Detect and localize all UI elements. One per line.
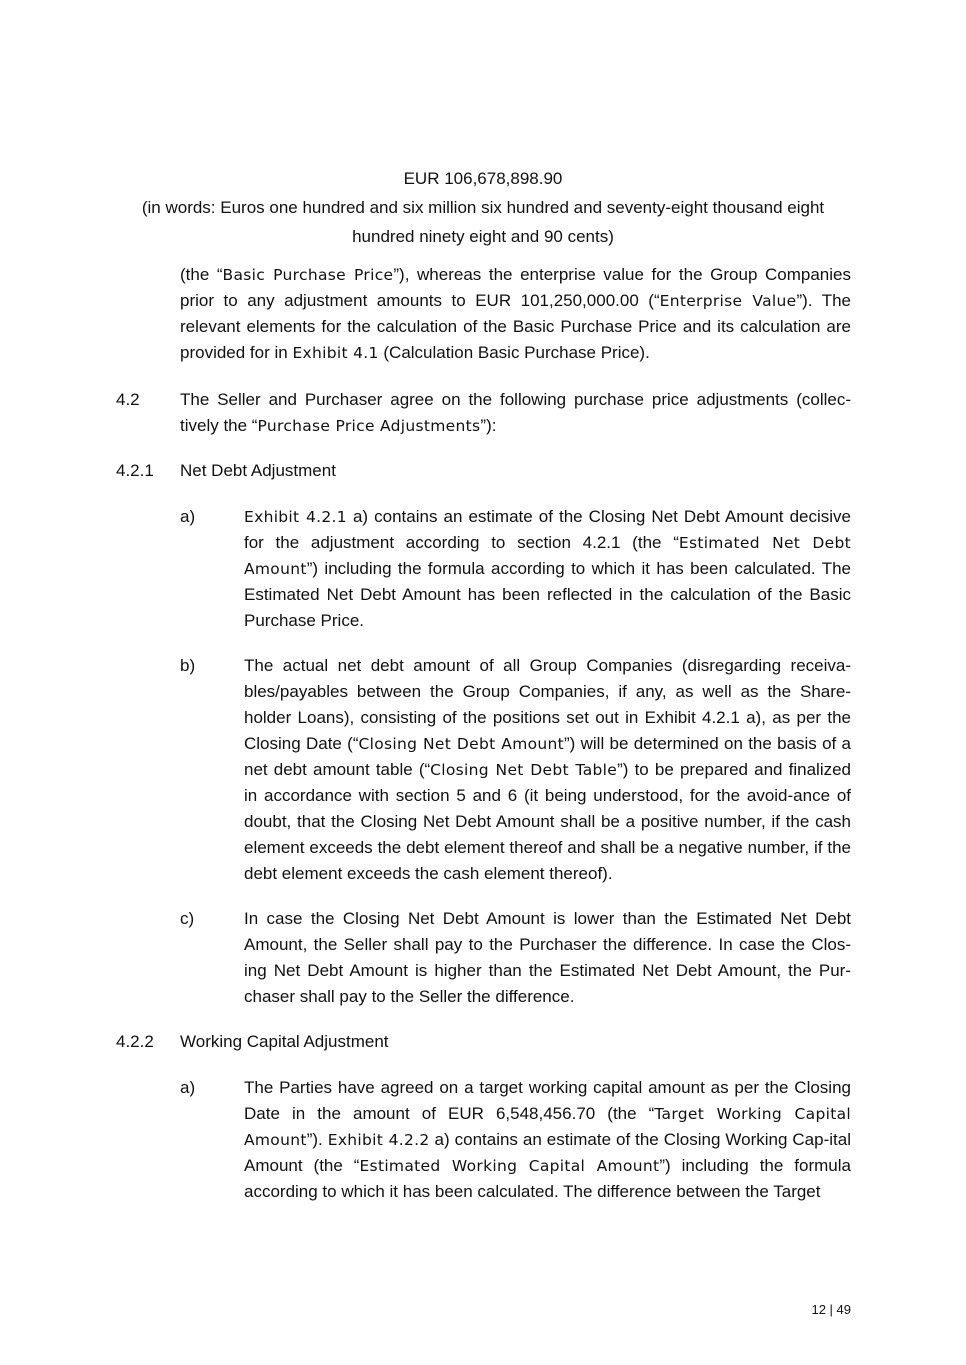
text: ”) including the formula according to which it has been calculated. The Estimated Net Debt Amount has been reflected in the calculation of the Basic Purchase Price. — [244, 559, 851, 630]
exhibit-reference: Exhibit 4.2.1 — [244, 508, 347, 526]
purchase-price-amount: EUR 106,678,898.90 — [403, 169, 563, 188]
defined-term: Closing Net Debt Table — [430, 761, 618, 779]
section-4-2-paragraph — [180, 387, 851, 439]
defined-term: Enterprise Value — [659, 292, 797, 310]
exhibit-reference: Exhibit 4.1 — [292, 344, 379, 362]
amount-in-words-line-2: hundred ninety eight and 90 cents) — [352, 227, 614, 246]
text: ”). — [306, 1130, 328, 1149]
page-number: 12 | 49 — [811, 1302, 851, 1317]
section-title: Net Debt Adjustment — [180, 461, 336, 480]
item-label: a) — [180, 507, 196, 526]
text: The Parties have agreed on a target working capital amount as per the Closing Date in the amount of EUR 6,548,456.70 (the “ — [244, 1078, 851, 1123]
defined-term: Estimated Working Capital Amount — [359, 1157, 660, 1175]
basic-purchase-price-paragraph — [180, 262, 851, 366]
section-number: 4.2.1 — [116, 461, 154, 480]
item-label: b) — [180, 656, 196, 675]
text: ”) including the formula according to which it has been calculated. The difference between the Target — [244, 1156, 851, 1201]
text: (the “ — [180, 265, 223, 284]
defined-term: Basic Purchase Price — [222, 266, 394, 284]
working-capital-item-a — [244, 1075, 851, 1205]
section-title: Working Capital Adjustment — [180, 1032, 389, 1051]
text: ”), whereas the enterprise value for the Group Companies prior to any adjustment amounts to EUR 101,250,000.00 (“ — [180, 265, 851, 310]
defined-term: Estimated Net Debt Amount — [244, 534, 851, 578]
text: ”) to be prepared and finalized in accordance with section 5 and 6 (it being understood, for the avoid-ance of doubt, that the Closing Net Debt Amount shall be a positive number, if the cash element exceeds the debt element thereof and shall be a negative number, if the debt element exceeds the cash element thereof). — [244, 760, 851, 883]
item-label: a) — [180, 1078, 196, 1097]
section-number: 4.2.2 — [116, 1032, 154, 1051]
amount-in-words-line-1: (in words: Euros one hundred and six million six hundred and seventy-eight thousand eight — [141, 198, 825, 217]
text: ”). The relevant elements for the calculation of the Basic Purchase Price and its calculation are provided for in — [180, 291, 851, 362]
section-number: 4.2 — [116, 390, 140, 409]
text: a) contains an estimate of the Closing Net Debt Amount decisive for the adjustment according to section 4.2.1 (the “ — [244, 507, 851, 552]
item-label: c) — [180, 909, 195, 928]
text: The Seller and Purchaser agree on the following purchase price adjustments (collec-tively the “ — [180, 390, 851, 435]
net-debt-item-c — [244, 906, 851, 1010]
text: In case the Closing Net Debt Amount is lower than the Estimated Net Debt Amount, the Seller shall pay to the Purchaser the difference. In case the Clos-ing Net Debt Amount is higher than the Estimated Net Debt Amount, the Pur-chaser shall pay to the Seller the difference. — [244, 909, 851, 1006]
text: a) contains an estimate of the Closing Working Cap-ital Amount (the “ — [244, 1130, 851, 1175]
text: ”): — [480, 416, 497, 435]
net-debt-item-b — [244, 653, 851, 887]
defined-term: Closing Net Debt Amount — [358, 735, 565, 753]
exhibit-reference: Exhibit 4.2.2 — [327, 1131, 430, 1149]
text: The actual net debt amount of all Group Companies (disregarding receiva-bles/payables between the Group Companies, if any, as well as the Share-holder Loans), consisting of the positions set out in Exhibit 4.2.1 a), as per the Closing Date (“ — [244, 656, 851, 753]
defined-term: Purchase Price Adjustments — [257, 417, 481, 435]
text: (Calculation Basic Purchase Price). — [378, 343, 650, 362]
net-debt-item-a — [244, 504, 851, 634]
text: ”) will be determined on the basis of a net debt amount table (“ — [244, 734, 852, 779]
defined-term: Target Working Capital Amount — [244, 1105, 851, 1149]
